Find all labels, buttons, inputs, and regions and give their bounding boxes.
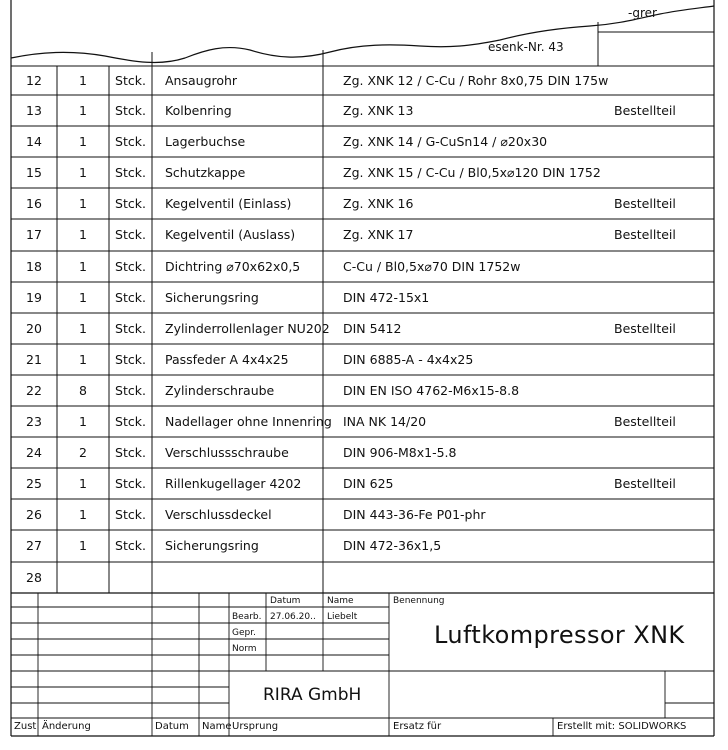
note-cell: Bestellteil	[614, 321, 676, 336]
pos-cell: 16	[26, 196, 42, 211]
unit-cell: Stck.	[115, 321, 146, 336]
name-cell: Verschlussschraube	[165, 445, 289, 460]
name-cell: Sicherungsring	[165, 290, 259, 305]
note-cell: Bestellteil	[614, 414, 676, 429]
name-cell: Zylinderrollenlager NU202	[165, 321, 330, 336]
name2-label: Name	[202, 721, 232, 732]
material-cell: Zg. XNK 13	[343, 103, 414, 118]
name-cell: Dichtring ⌀70x62x0,5	[165, 259, 301, 274]
name-label: Name	[327, 596, 354, 606]
unit-cell: Stck.	[115, 538, 146, 553]
name-cell: Rillenkugellager 4202	[165, 476, 302, 491]
name-cell: Schutzkappe	[165, 165, 246, 180]
pos-cell: 17	[26, 227, 42, 242]
erstellt-label: Erstellt mit: SOLIDWORKS	[557, 721, 687, 732]
material-cell: Zg. XNK 15 / C-Cu / Bl0,5x⌀120 DIN 1752	[343, 165, 601, 180]
unit-cell: Stck.	[115, 134, 146, 149]
material-cell: Zg. XNK 16	[343, 196, 414, 211]
qty-cell: 1	[79, 414, 87, 429]
name-cell: Nadellager ohne Innenring	[165, 414, 332, 429]
unit-cell: Stck.	[115, 259, 146, 274]
qty-cell: 1	[79, 538, 87, 553]
pos-cell: 24	[26, 445, 42, 460]
name-cell: Ansaugrohr	[165, 73, 238, 88]
material-cell: C-Cu / Bl0,5x⌀70 DIN 1752w	[343, 259, 521, 274]
material-cell: DIN 472-36x1,5	[343, 538, 442, 553]
unit-cell: Stck.	[115, 227, 146, 242]
aenderung-label: Änderung	[42, 721, 91, 732]
qty-cell: 1	[79, 290, 87, 305]
material-cell: DIN 472-15x1	[343, 290, 430, 305]
material-cell: DIN 5412	[343, 321, 402, 336]
pos-cell: 15	[26, 165, 42, 180]
material-cell: DIN 6885-A - 4x4x25	[343, 352, 474, 367]
material-cell: DIN 625	[343, 476, 394, 491]
torn-fragment-right: -grer	[628, 6, 657, 20]
pos-cell: 12	[26, 73, 42, 88]
gepr-label: Gepr.	[232, 628, 256, 638]
unit-cell: Stck.	[115, 290, 146, 305]
pos-cell: 27	[26, 538, 42, 553]
qty-cell: 1	[79, 507, 87, 522]
qty-cell: 1	[79, 227, 87, 242]
material-cell: INA NK 14/20	[343, 414, 427, 429]
unit-cell: Stck.	[115, 196, 146, 211]
pos-cell: 18	[26, 259, 42, 274]
unit-cell: Stck.	[115, 476, 146, 491]
note-cell: Bestellteil	[614, 227, 676, 242]
note-cell: Bestellteil	[614, 196, 676, 211]
ersatz-label: Ersatz für	[393, 721, 442, 732]
torn-fragment-mid: esenk-Nr. 43	[488, 40, 564, 54]
qty-cell: 1	[79, 352, 87, 367]
pos-cell: 14	[26, 134, 42, 149]
unit-cell: Stck.	[115, 383, 146, 398]
unit-cell: Stck.	[115, 103, 146, 118]
material-cell: Zg. XNK 17	[343, 227, 414, 242]
torn-edge	[11, 6, 714, 62]
pos-cell: 25	[26, 476, 42, 491]
name-cell: Lagerbuchse	[165, 134, 246, 149]
qty-cell: 1	[79, 103, 87, 118]
bearb-label: Bearb.	[232, 612, 262, 622]
name-cell: Kolbenring	[165, 103, 232, 118]
name-cell: Zylinderschraube	[165, 383, 275, 398]
qty-cell: 1	[79, 476, 87, 491]
unit-cell: Stck.	[115, 414, 146, 429]
bearb-date: 27.06.20..	[270, 612, 316, 622]
datum-label: Datum	[270, 596, 301, 606]
name-cell: Verschlussdeckel	[165, 507, 272, 522]
name-cell: Passfeder A 4x4x25	[165, 352, 289, 367]
qty-cell: 1	[79, 73, 87, 88]
material-cell: Zg. XNK 14 / G-CuSn14 / ⌀20x30	[343, 134, 548, 149]
pos-cell: 13	[26, 103, 42, 118]
drawing-title: Luftkompressor XNK	[434, 621, 685, 649]
zust-label: Zust	[14, 721, 37, 732]
pos-cell: 19	[26, 290, 42, 305]
ursprung-label: Ursprung	[232, 721, 279, 732]
material-cell: DIN EN ISO 4762-M6x15-8.8	[343, 383, 520, 398]
material-cell: Zg. XNK 12 / C-Cu / Rohr 8x0,75 DIN 175w	[343, 73, 609, 88]
qty-cell: 1	[79, 134, 87, 149]
qty-cell: 1	[79, 196, 87, 211]
unit-cell: Stck.	[115, 73, 146, 88]
name-cell: Sicherungsring	[165, 538, 259, 553]
company-name: RIRA GmbH	[263, 685, 362, 705]
name-cell: Kegelventil (Auslass)	[165, 227, 296, 242]
unit-cell: Stck.	[115, 352, 146, 367]
pos-cell: 23	[26, 414, 42, 429]
qty-cell: 1	[79, 259, 87, 274]
note-cell: Bestellteil	[614, 103, 676, 118]
unit-cell: Stck.	[115, 507, 146, 522]
note-cell: Bestellteil	[614, 476, 676, 491]
pos-cell: 28	[26, 570, 42, 585]
pos-cell: 22	[26, 383, 42, 398]
pos-cell: 21	[26, 352, 42, 367]
qty-cell: 1	[79, 165, 87, 180]
qty-cell: 8	[79, 383, 87, 398]
qty-cell: 2	[79, 445, 87, 460]
qty-cell: 1	[79, 321, 87, 336]
material-cell: DIN 443-36-Fe P01-phr	[343, 507, 486, 522]
norm-label: Norm	[232, 644, 257, 654]
name-cell: Kegelventil (Einlass)	[165, 196, 292, 211]
material-cell: DIN 906-M8x1-5.8	[343, 445, 457, 460]
pos-cell: 26	[26, 507, 42, 522]
unit-cell: Stck.	[115, 445, 146, 460]
unit-cell: Stck.	[115, 165, 146, 180]
bearb-name: Liebelt	[327, 612, 358, 622]
pos-cell: 20	[26, 321, 42, 336]
benennung-label: Benennung	[393, 596, 445, 606]
datum2-label: Datum	[155, 721, 189, 732]
